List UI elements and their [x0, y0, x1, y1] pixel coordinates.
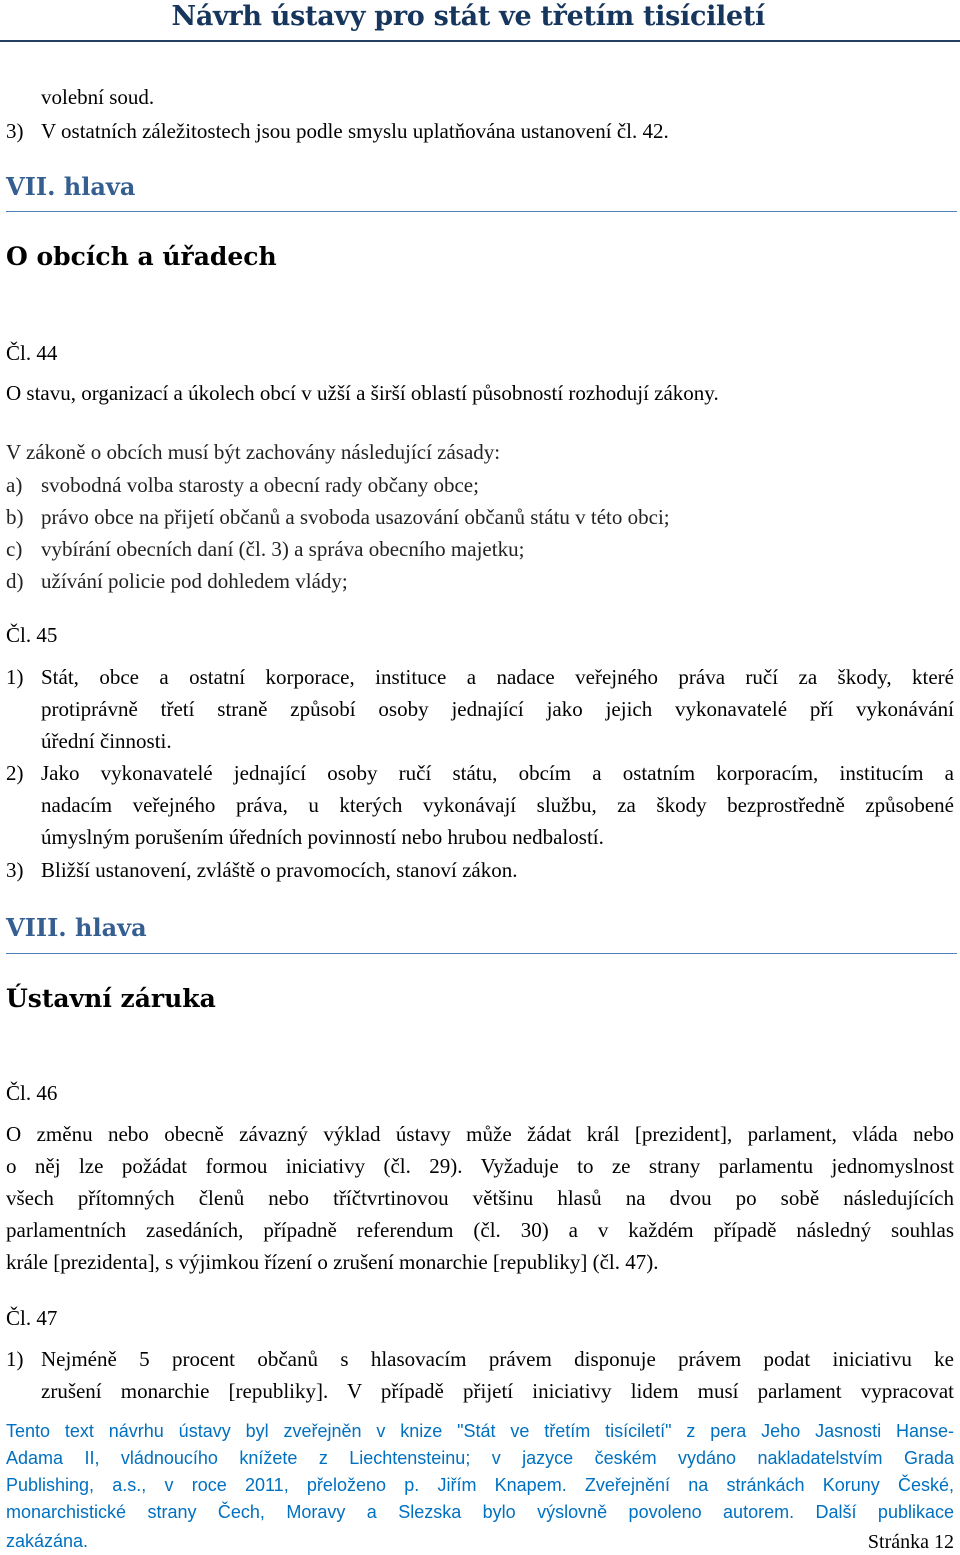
- footer-notice: [6, 1418, 954, 1553]
- footer-line: Adama II, vládnoucího knížete z Liechtensteinu; v jazyce českém vydáno nakladatelstvím Grada: [6, 1448, 954, 1468]
- page-number: Stránka 12: [867, 1531, 954, 1553]
- document-title: Návrh ústavy pro stát ve třetím tisíciletí: [171, 1, 765, 32]
- chapter-title: O obcích a úřadech: [6, 242, 277, 271]
- chapter-number: VIII. hlava: [6, 913, 147, 942]
- running-header: [0, 0, 960, 42]
- chapter-number: VII. hlava: [6, 172, 136, 201]
- chapter-divider: [6, 211, 957, 212]
- footer-line: zakázána.: [6, 1531, 89, 1551]
- footer-line: monarchistické strany Čech, Moravy a Slezska bylo výslovně povoleno autorem. Další publikace: [6, 1502, 954, 1522]
- chapter-divider: [6, 953, 957, 954]
- footer-line: Tento text návrhu ústavy byl zveřejněn v knize "Stát ve třetím tisíciletí" z pera Jeho Jasnosti Hanse-: [6, 1421, 954, 1441]
- chapter-title: Ústavní záruka: [6, 984, 216, 1013]
- footer-line: Publishing, a.s., v roce 2011, přeloženo p. Jiřím Knapem. Zveřejnění na stránkách Koruny České,: [6, 1475, 954, 1495]
- document-page: Návrh ústavy pro stát ve třetím tisíciletí volební soud. 3) V ostatních záležitostech jsou podle smyslu uplatňována ustanovení čl. 42. VII. hlava O obcích a úřadech Čl. 44 O stavu, organizací a úkolech obcí v užší a širší oblastí působností rozhodují zákony. V zákoně o obcích musí být zachovány následující zásady: a) svobodná volba starosty a obecní rady občany obce; b) právo obce na přijetí občanů a svoboda usazování občanů státu v této obci; c) vybírání obecních daní (čl. 3) a správa obecního majetku; d) užívání policie pod dohledem vlády; Čl. 45 1) Stát, obce a ostatní korporace, instituce a nadace veřejného práva ručí za škody, které protiprávně třetí straně způsobí osoby jednající jako jejich vykonavatelé pří vykonávání úřední činnosti. 2) Jako vykonavatelé jednající osoby ručí státu, obcím a ostatním korporacím, institucím a nadacím veřejného práva, u kterých vykonávají službu, za škody bezprostředně způsobené úmyslným porušením úředních povinností nebo hrubou nedbalostí. 3) Bližší ustanovení, zvláště o pravomocích, stanoví zákon. VIII. hlava Ústavní záruka Čl. 46 O změnu nebo obecně závazný výklad ústavy může žádat král [prezident], parlament, vláda nebo o něj lze požádat formou iniciativy (čl. 29). Vyžaduje to ze strany parlamentu jednomyslnost všech přítomných členů nebo tříčtvrtinovou většinu hlasů na dvou po sobě následujících parlamentních zasedáních, případně referendum (čl. 30) a v každém případě následný souhlas krále [prezidenta], s výjimkou řízení o zrušení monarchie [republiky] (čl. 47). Čl. 47 1) Nejméně 5 procent občanů s hlasovacím právem disponuje právem podat iniciativu ke zrušení monarchie [republiky]. V případě přijetí iniciativy lidem musí parlament vypracovat Tento text návrhu ústavy byl zveřejněn v knize "Stát ve třetím tisíciletí" z pera Jeho Jasnosti Hanse- Adama II, vládnoucího knížete z Liechtensteinu; v jazyce českém vydáno nakladatelstvím Grada Publishing, a.s., v roce 2011, přeloženo p. Jiřím Knapem. Zveřejnění na stránkách Koruny České, monarchistické strany Čech, Moravy a Slezska bylo výslovně povoleno autorem. Další publikace zakázána. Stránka 12: [0, 0, 960, 1553]
